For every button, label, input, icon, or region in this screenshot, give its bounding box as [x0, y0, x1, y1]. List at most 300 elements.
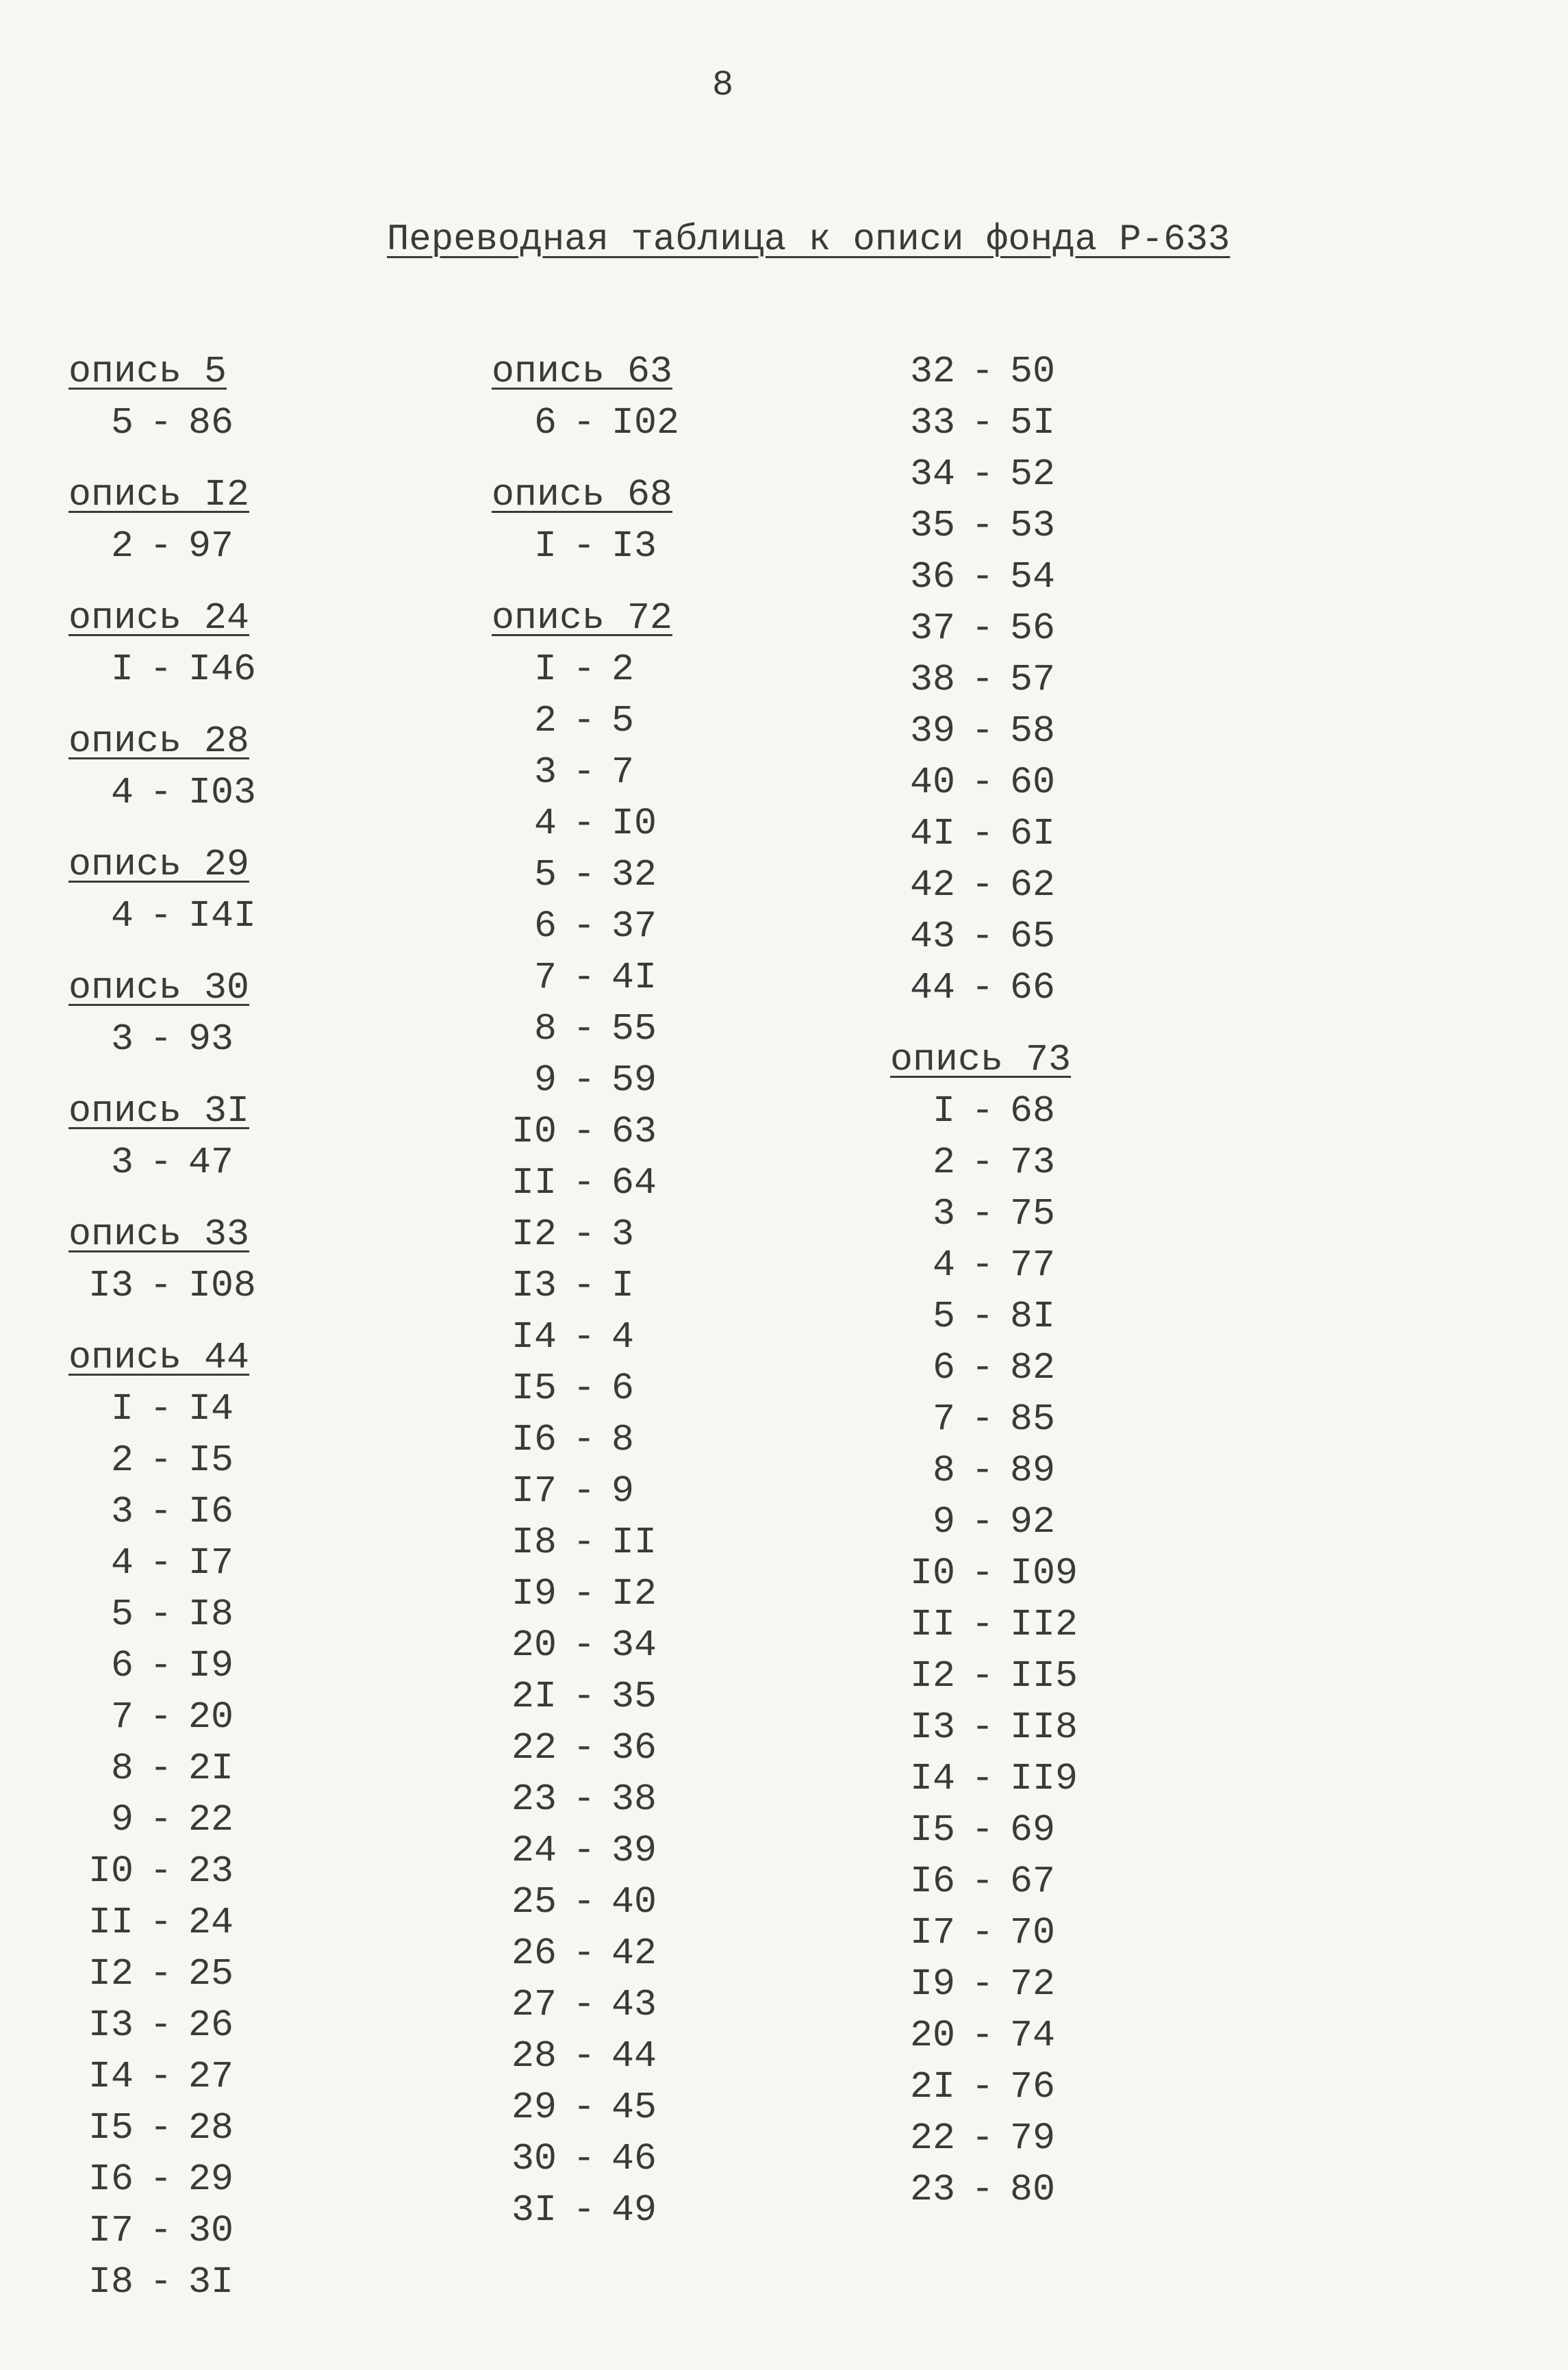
new-number: II — [611, 1521, 657, 1564]
mapping-row — [890, 1085, 1106, 1137]
new-number: 53 — [1010, 504, 1056, 547]
new-number: 5 — [611, 699, 635, 742]
old-number: I8 — [88, 2260, 134, 2304]
dash-separator: - — [971, 1500, 994, 1543]
new-number: I6 — [188, 1490, 234, 1533]
old-number: I — [533, 525, 557, 568]
mapping-row — [890, 1137, 1106, 1188]
old-number: 35 — [909, 504, 955, 547]
old-number: I3 — [909, 1706, 955, 1749]
old-number: II — [88, 1901, 134, 1944]
mapping-row — [492, 1568, 707, 1619]
dash-separator: - — [149, 1695, 173, 1739]
new-number: 66 — [1010, 966, 1056, 1009]
dash-separator: - — [572, 1932, 596, 1975]
new-number: 36 — [611, 1726, 657, 1769]
mapping-row — [68, 2154, 284, 2205]
mapping-row — [68, 2102, 284, 2154]
mapping-row — [68, 1589, 284, 1640]
mapping-row — [492, 2082, 707, 2133]
new-number: 22 — [188, 1798, 234, 1841]
column-left — [68, 346, 284, 2308]
mapping-row — [890, 1239, 1106, 1291]
dash-separator: - — [149, 2260, 173, 2304]
old-number: 43 — [909, 915, 955, 958]
mapping-row — [68, 2051, 284, 2102]
old-number: I6 — [511, 1418, 557, 1461]
mapping-row — [68, 1260, 284, 1311]
dash-separator: - — [572, 2034, 596, 2078]
dash-separator: - — [971, 401, 994, 444]
new-number: 70 — [1010, 1911, 1056, 1954]
new-number: 9 — [611, 1470, 635, 1513]
mapping-row — [890, 1496, 1106, 1548]
mapping-row — [492, 2184, 707, 2236]
mapping-row — [890, 757, 1106, 808]
page-number: 8 — [712, 65, 734, 105]
new-number: I4 — [188, 1387, 234, 1430]
dash-separator: - — [572, 853, 596, 896]
old-number: 7 — [932, 1398, 955, 1441]
new-number: 23 — [188, 1850, 234, 1893]
mapping-row — [890, 346, 1106, 397]
old-number: 23 — [511, 1778, 557, 1821]
old-number: 4 — [110, 894, 134, 937]
mapping-row — [492, 2030, 707, 2082]
new-number: 8 — [611, 1418, 635, 1461]
old-number: 9 — [533, 1059, 557, 1102]
dash-separator: - — [971, 658, 994, 701]
old-number: 3I — [511, 2189, 557, 2232]
old-number: 44 — [909, 966, 955, 1009]
mapping-row — [492, 1209, 707, 1260]
new-number: 97 — [188, 525, 234, 568]
new-number: 92 — [1010, 1500, 1056, 1543]
mapping-row — [890, 859, 1106, 911]
old-number: 3 — [110, 1018, 134, 1061]
mapping-row — [68, 520, 284, 572]
mapping-row — [890, 449, 1106, 500]
dash-separator: - — [572, 2137, 596, 2180]
mapping-row — [492, 1876, 707, 1928]
new-number: 65 — [1010, 915, 1056, 958]
new-number: I09 — [1010, 1552, 1078, 1595]
dash-separator: - — [971, 1295, 994, 1338]
old-number: 40 — [909, 761, 955, 804]
mapping-row — [890, 962, 1106, 1013]
dash-separator: - — [971, 1346, 994, 1389]
inventory-heading: опись 5 — [68, 350, 227, 393]
new-number: 69 — [1010, 1808, 1056, 1852]
old-number: I7 — [88, 2209, 134, 2252]
old-number: I9 — [511, 1572, 557, 1615]
new-number: 28 — [188, 2106, 234, 2150]
mapping-row — [492, 397, 707, 449]
dash-separator: - — [971, 1141, 994, 1184]
mapping-row — [890, 1650, 1106, 1702]
dash-separator: - — [149, 1901, 173, 1944]
old-number: I0 — [909, 1552, 955, 1595]
dash-separator: - — [149, 648, 173, 691]
inventory-heading: опись I2 — [68, 473, 250, 516]
dash-separator: - — [971, 812, 994, 855]
old-number: 3 — [932, 1192, 955, 1235]
new-number: 77 — [1010, 1244, 1056, 1287]
dash-separator: - — [149, 1439, 173, 1482]
old-number: I4 — [909, 1757, 955, 1800]
new-number: 64 — [611, 1161, 657, 1205]
inventory-heading: опись 29 — [68, 843, 250, 886]
mapping-row — [68, 1435, 284, 1486]
mapping-row — [890, 1856, 1106, 1907]
group-spacer — [492, 572, 707, 592]
dash-separator: - — [572, 1675, 596, 1718]
mapping-row — [890, 2113, 1106, 2164]
new-number: 6I — [1010, 812, 1056, 855]
dash-separator: - — [971, 1706, 994, 1749]
new-number: 85 — [1010, 1398, 1056, 1441]
group-spacer — [68, 818, 284, 839]
dash-separator: - — [572, 2189, 596, 2232]
old-number: 30 — [511, 2137, 557, 2180]
mapping-row — [890, 1342, 1106, 1394]
mapping-row — [890, 1753, 1106, 1804]
dash-separator: - — [971, 915, 994, 958]
inventory-heading: опись 3I — [68, 1089, 250, 1133]
new-number: 62 — [1010, 863, 1056, 907]
mapping-row — [492, 1260, 707, 1311]
new-number: 45 — [611, 2086, 657, 2129]
old-number: 22 — [909, 2117, 955, 2160]
old-number: 2I — [511, 1675, 557, 1718]
new-number: 93 — [188, 1018, 234, 1061]
old-number: 27 — [511, 1983, 557, 2026]
old-number: 20 — [511, 1624, 557, 1667]
new-number: II8 — [1010, 1706, 1078, 1749]
mapping-row — [890, 1394, 1106, 1445]
new-number: 25 — [188, 1952, 234, 1995]
new-number: 4 — [611, 1315, 635, 1359]
old-number: 2 — [533, 699, 557, 742]
old-number: 4 — [533, 802, 557, 845]
new-number: I9 — [188, 1644, 234, 1687]
mapping-row — [68, 1537, 284, 1589]
dash-separator: - — [149, 2004, 173, 2047]
new-number: 73 — [1010, 1141, 1056, 1184]
new-number: 32 — [611, 853, 657, 896]
old-number: 5 — [932, 1295, 955, 1338]
dash-separator: - — [971, 1449, 994, 1492]
mapping-row — [492, 1055, 707, 1106]
new-number: 56 — [1010, 607, 1056, 650]
mapping-row — [492, 1619, 707, 1671]
mapping-row — [68, 2205, 284, 2256]
mapping-row — [890, 1702, 1106, 1753]
old-number: 24 — [511, 1829, 557, 1872]
new-number: II2 — [1010, 1603, 1078, 1646]
dash-separator: - — [149, 1141, 173, 1184]
mapping-row — [492, 798, 707, 849]
dash-separator: - — [149, 2209, 173, 2252]
mapping-row — [492, 1517, 707, 1568]
new-number: 20 — [188, 1695, 234, 1739]
old-number: 2 — [932, 1141, 955, 1184]
page-title: Переводная таблица к описи фонда Р-633 — [387, 219, 1230, 261]
new-number: I5 — [188, 1439, 234, 1482]
dash-separator: - — [572, 1418, 596, 1461]
new-number: 67 — [1010, 1860, 1056, 1903]
inventory-heading: опись 24 — [68, 596, 250, 640]
new-number: 24 — [188, 1901, 234, 1944]
old-number: 22 — [511, 1726, 557, 1769]
old-number: 8 — [110, 1747, 134, 1790]
new-number: 3 — [611, 1213, 635, 1256]
dash-separator: - — [572, 1778, 596, 1821]
dash-separator: - — [572, 1059, 596, 1102]
new-number: 58 — [1010, 709, 1056, 753]
dash-separator: - — [572, 1367, 596, 1410]
mapping-row — [890, 2010, 1106, 2061]
dash-separator: - — [572, 1007, 596, 1050]
dash-separator: - — [149, 894, 173, 937]
mapping-row — [890, 500, 1106, 551]
old-number: 7 — [110, 1695, 134, 1739]
mapping-row — [492, 1825, 707, 1876]
mapping-row — [68, 2000, 284, 2051]
dash-separator: - — [149, 771, 173, 814]
inventory-heading: опись 72 — [492, 596, 673, 640]
dash-separator: - — [572, 648, 596, 691]
old-number: 25 — [511, 1880, 557, 1924]
old-number: 3 — [110, 1490, 134, 1533]
dash-separator: - — [149, 2158, 173, 2201]
new-number: I08 — [188, 1264, 257, 1307]
dash-separator: - — [572, 401, 596, 444]
dash-separator: - — [971, 350, 994, 393]
dash-separator: - — [149, 1747, 173, 1790]
dash-separator: - — [572, 1829, 596, 1872]
mapping-row — [68, 1845, 284, 1897]
mapping-row — [890, 705, 1106, 757]
new-number: 55 — [611, 1007, 657, 1050]
dash-separator: - — [971, 761, 994, 804]
new-number: 86 — [188, 401, 234, 444]
dash-separator: - — [149, 1387, 173, 1430]
new-number: 43 — [611, 1983, 657, 2026]
old-number: 4I — [909, 812, 955, 855]
old-number: 36 — [909, 555, 955, 598]
mapping-row — [68, 397, 284, 449]
dash-separator: - — [572, 1572, 596, 1615]
mapping-row — [68, 1013, 284, 1065]
old-number: I2 — [909, 1654, 955, 1698]
new-number: 72 — [1010, 1963, 1056, 2006]
new-number: II5 — [1010, 1654, 1078, 1698]
new-number: 59 — [611, 1059, 657, 1102]
old-number: I2 — [511, 1213, 557, 1256]
old-number: I — [110, 1387, 134, 1430]
old-number: I3 — [511, 1264, 557, 1307]
old-number: 3 — [533, 751, 557, 794]
dash-separator: - — [572, 905, 596, 948]
inventory-heading: опись 30 — [68, 966, 250, 1009]
old-number: 6 — [533, 905, 557, 948]
mapping-row — [890, 808, 1106, 859]
mapping-row — [890, 1188, 1106, 1239]
mapping-row — [492, 1157, 707, 1209]
new-number: I3 — [611, 525, 657, 568]
dash-separator: - — [149, 1541, 173, 1585]
mapping-row — [492, 1465, 707, 1517]
old-number: I — [533, 648, 557, 691]
mapping-row — [492, 900, 707, 952]
old-number: 23 — [909, 2168, 955, 2211]
new-number: 57 — [1010, 658, 1056, 701]
new-number: 6 — [611, 1367, 635, 1410]
new-number: 26 — [188, 2004, 234, 2047]
mapping-row — [68, 1794, 284, 1845]
old-number: 6 — [110, 1644, 134, 1687]
mapping-row — [68, 1948, 284, 2000]
dash-separator: - — [572, 1521, 596, 1564]
dash-separator: - — [149, 2055, 173, 2098]
dash-separator: - — [971, 2168, 994, 2211]
group-spacer — [68, 1188, 284, 1209]
dash-separator: - — [971, 1603, 994, 1646]
old-number: I — [932, 1089, 955, 1133]
new-number: 27 — [188, 2055, 234, 2098]
group-spacer — [68, 1311, 284, 1332]
mapping-row — [68, 1640, 284, 1691]
old-number: 32 — [909, 350, 955, 393]
new-number: 42 — [611, 1932, 657, 1975]
new-number: 4I — [611, 956, 657, 999]
new-number: 30 — [188, 2209, 234, 2252]
dash-separator: - — [971, 2014, 994, 2057]
dash-separator: - — [572, 1726, 596, 1769]
old-number: 8 — [533, 1007, 557, 1050]
inventory-heading: опись 28 — [68, 720, 250, 763]
new-number: II9 — [1010, 1757, 1078, 1800]
new-number: 68 — [1010, 1089, 1056, 1133]
dash-separator: - — [149, 1264, 173, 1307]
new-number: 63 — [611, 1110, 657, 1153]
mapping-row — [492, 746, 707, 798]
dash-separator: - — [572, 1880, 596, 1924]
mapping-row — [68, 1137, 284, 1188]
dash-separator: - — [572, 699, 596, 742]
mapping-row — [492, 1363, 707, 1414]
mapping-row — [890, 1445, 1106, 1496]
new-number: 54 — [1010, 555, 1056, 598]
old-number: I0 — [88, 1850, 134, 1893]
old-number: 9 — [932, 1500, 955, 1543]
old-number: 20 — [909, 2014, 955, 2057]
mapping-row — [492, 2133, 707, 2184]
old-number: I5 — [88, 2106, 134, 2150]
old-number: 37 — [909, 607, 955, 650]
old-number: 2I — [909, 2065, 955, 2108]
mapping-row — [68, 890, 284, 942]
new-number: 52 — [1010, 453, 1056, 496]
column-right — [890, 346, 1106, 2215]
new-number: 35 — [611, 1675, 657, 1718]
new-number: 37 — [611, 905, 657, 948]
mapping-row — [890, 397, 1106, 449]
old-number: 7 — [533, 956, 557, 999]
dash-separator: - — [149, 401, 173, 444]
old-number: 5 — [110, 1593, 134, 1636]
new-number: 38 — [611, 1778, 657, 1821]
inventory-heading: опись 68 — [492, 473, 673, 516]
group-spacer — [890, 1013, 1106, 1034]
dash-separator: - — [971, 1808, 994, 1852]
dash-separator: - — [971, 1089, 994, 1133]
new-number: I7 — [188, 1541, 234, 1585]
old-number: 34 — [909, 453, 955, 496]
dash-separator: - — [572, 2086, 596, 2129]
new-number: 49 — [611, 2189, 657, 2232]
old-number: I5 — [909, 1808, 955, 1852]
dash-separator: - — [971, 863, 994, 907]
dash-separator: - — [971, 2065, 994, 2108]
old-number: 28 — [511, 2034, 557, 2078]
dash-separator: - — [149, 525, 173, 568]
old-number: I6 — [88, 2158, 134, 2201]
old-number: I2 — [88, 1952, 134, 1995]
inventory-heading: опись 63 — [492, 350, 673, 393]
dash-separator: - — [971, 709, 994, 753]
dash-separator: - — [572, 1470, 596, 1513]
old-number: I8 — [511, 1521, 557, 1564]
dash-separator: - — [572, 956, 596, 999]
old-number: I4 — [88, 2055, 134, 2098]
old-number: I7 — [511, 1470, 557, 1513]
new-number: 60 — [1010, 761, 1056, 804]
mapping-row — [890, 911, 1106, 962]
mapping-row — [492, 1979, 707, 2030]
dash-separator: - — [572, 525, 596, 568]
old-number: I3 — [88, 2004, 134, 2047]
old-number: I7 — [909, 1911, 955, 1954]
old-number: I3 — [88, 1264, 134, 1307]
mapping-row — [890, 1804, 1106, 1856]
old-number: I5 — [511, 1367, 557, 1410]
inventory-heading: опись 44 — [68, 1336, 250, 1379]
new-number: I2 — [611, 1572, 657, 1615]
new-number: I03 — [188, 771, 257, 814]
dash-separator: - — [572, 751, 596, 794]
mapping-row — [492, 1722, 707, 1774]
old-number: 8 — [932, 1449, 955, 1492]
old-number: 2 — [110, 1439, 134, 1482]
old-number: 4 — [110, 771, 134, 814]
mapping-row — [68, 1383, 284, 1435]
new-number: 50 — [1010, 350, 1056, 393]
inventory-heading: опись 33 — [68, 1213, 250, 1256]
old-number: I — [110, 648, 134, 691]
mapping-row — [68, 2256, 284, 2308]
old-number: 6 — [533, 401, 557, 444]
dash-separator: - — [572, 1983, 596, 2026]
group-spacer — [492, 449, 707, 469]
dash-separator: - — [971, 966, 994, 1009]
dash-separator: - — [971, 1963, 994, 2006]
dash-separator: - — [572, 1264, 596, 1307]
dash-separator: - — [971, 1244, 994, 1287]
old-number: I0 — [511, 1110, 557, 1153]
group-spacer — [68, 449, 284, 469]
